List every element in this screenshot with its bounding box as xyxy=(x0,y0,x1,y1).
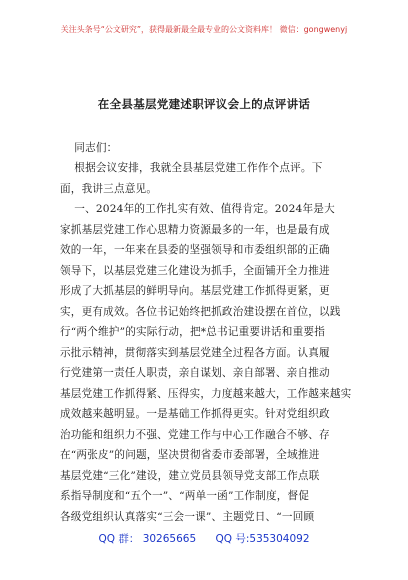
body-line: 一、2024年的工作扎实有效、值得肯定。2024年是大 xyxy=(60,203,335,215)
body-line: 领导下，以基层党建三化建设为抓手，全面铺开全力推进 xyxy=(60,264,330,277)
header-banner: 关注头条号“公文研究”，获得最新最全最专业的公文资料库！ 微信：gongwenyj xyxy=(60,25,348,34)
body-line: 同志们： xyxy=(60,141,118,154)
body-line: 面，我讲三点意见。 xyxy=(60,182,158,195)
body-line xyxy=(60,117,360,138)
body-line: 行党建第一责任人职责，亲自谋划、亲自部署、亲自推动 xyxy=(60,367,330,379)
body-line: 实，更有成效。各位书记始终把抓政治建设摆在首位，以践 xyxy=(60,305,341,318)
body-line: 行“两个维护”的实际行动，把*总书记重要讲话和重要指 xyxy=(60,326,325,338)
body-line: 系指导制度和“五个一”、“两单一函”工作制度，督促 xyxy=(60,490,310,502)
body-line: 在“两张皮”的问题，坚决贯彻省委市委部署，全域推进 xyxy=(60,449,320,461)
body-line: 形成了大抓基层的鲜明导向。基层党建工作抓得更紧，更 xyxy=(60,285,330,297)
qq-number: QQ 号:535304092 xyxy=(215,533,310,545)
body-line: 基层党建工作抓得紧、压得实，力度越来越大，工作越来越实 xyxy=(60,387,352,400)
body-line: 效的一年，一年来在县委的坚强领导和市委组织部的正确 xyxy=(60,244,330,256)
page-title: 在全县基层党建述职评议会上的点评讲话 xyxy=(97,97,311,111)
body-line: 家抓基层党建工作心思精力资源最多的一年，也是最有成 xyxy=(60,223,330,236)
body-line: 成效越来越明显。一是基础工作抓得更实。针对党组织政 xyxy=(60,408,330,420)
qq-group-number: QQ 群： 30265665 xyxy=(98,533,197,545)
footer xyxy=(0,531,408,546)
body-line: 根据会议安排，我就全县基层党建工作作个点评。下 xyxy=(60,162,323,174)
document-body xyxy=(60,117,360,527)
body-line: 基层党建“三化”建设，建立党员县领导党支部工作点联 xyxy=(60,469,320,482)
body-line: 治功能和组织力不强、党建工作与中心工作融合不够、存 xyxy=(60,428,330,441)
body-line: 各级党组织认真落实“三会一课”、主题党日、“一回顾 xyxy=(60,510,315,523)
body-line: 示批示精神，贯彻落实到基层党建全过程各方面。认真履 xyxy=(60,346,330,359)
